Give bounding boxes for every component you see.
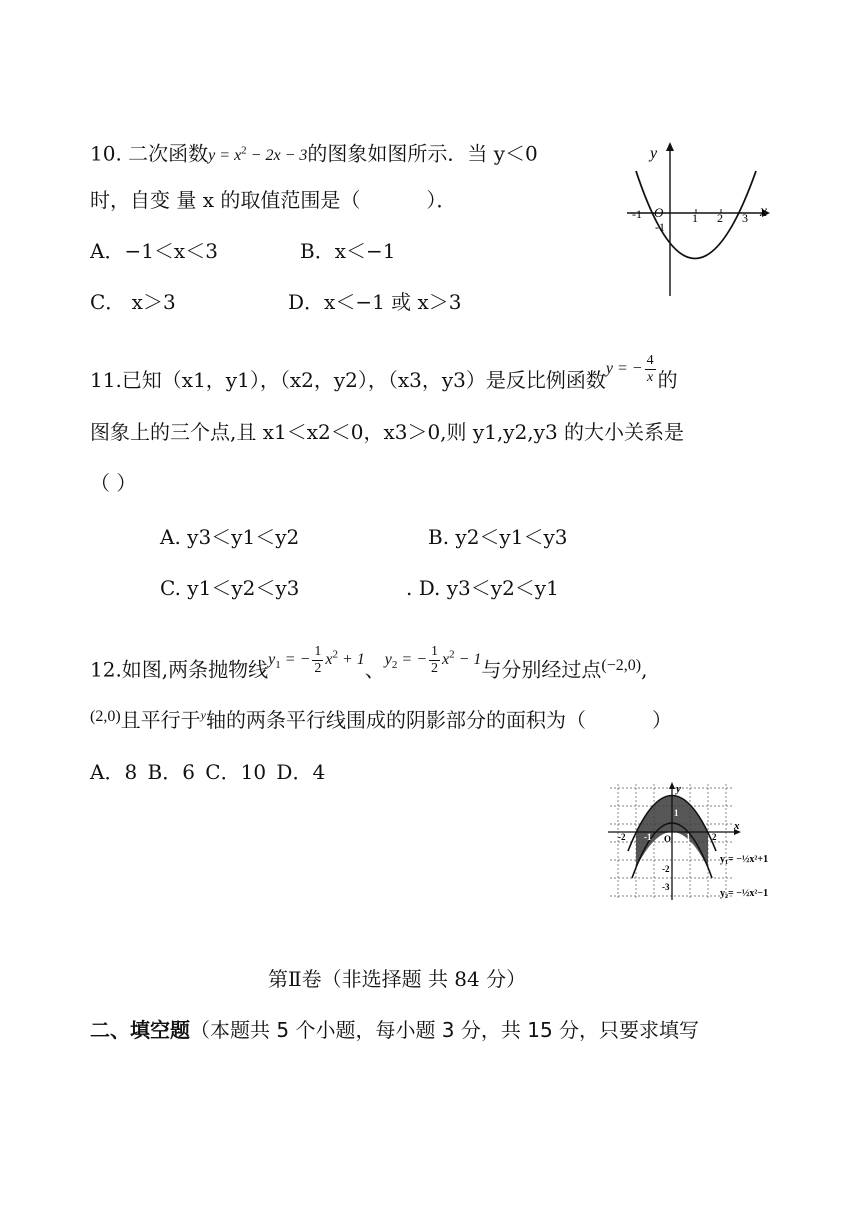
q12-graph-tick-yneg2: -2: [662, 864, 670, 874]
q12-graph-tick-neg2: -2: [618, 832, 626, 842]
q10-graph-tick-3: 3: [742, 211, 748, 225]
q12-options: A．8 B．6 C．10 D．4: [90, 760, 326, 784]
q10-graph-tick-neg1: -1: [632, 207, 642, 221]
q12-line-1: 12.如图,两条抛物线$^{y_1 = - \frac{1}{2} x^2 + 1}$、$^{y_2 = - \frac{1}{2} x^2 - 1}$与分别经过点$^{(-2,0)}$,: [90, 644, 648, 682]
q12-shaded-graph: [604, 778, 800, 904]
part2-heading-line: [90, 1016, 699, 1044]
q11-option-a: A. y3＜y1＜y2: [160, 525, 300, 549]
q10-graph-x-label: x: [760, 203, 768, 220]
q12-graph-label-y2: y₂= −½x²−1: [720, 888, 769, 899]
part2-heading: 二、填空题: [90, 1018, 190, 1042]
q12-point-2: (2,0): [90, 708, 121, 725]
q10-graph-tick-2: 2: [717, 211, 723, 225]
q12-graph-tick-yneg3: -3: [662, 882, 670, 892]
q10-parabola-graph: [622, 136, 787, 301]
q10-graph-tick-1: 1: [692, 211, 698, 225]
q11-line-3: （ ）: [90, 471, 137, 495]
q12-graph-y-label: y: [676, 783, 681, 795]
q11-line-2: 图象上的三个点,且 x1＜x2＜0，x3＞0,则 y1,y2,y3 的大小关系是: [90, 420, 685, 444]
q10-graph-y-label: y: [650, 145, 658, 162]
q10-formula: $y = x^2 - 2x - 3$: [208, 145, 308, 165]
q10-prefix: 10. 二次函数: [90, 141, 209, 166]
q12-formula-y1: y1 = − 1 2 x2 + 1: [268, 644, 365, 677]
q11-line-1: 11.已知（x1，y1），（x2，y2），（x3，y3）是反比例函数$^{y = - \frac{4}{x}}$ 的: [90, 352, 678, 392]
q10-line-2: 时，自变 量 x 的取值范围是（ ）．: [90, 188, 457, 212]
part2-heading-rest: （本题共 5 个小题，每小题 3 分，共 15 分，只要求填写: [190, 1018, 700, 1042]
q12-line-2: $^{(2,0)}$且平行于$^y$轴的两条平行线围成的阴影部分的面积为（ ）: [90, 708, 672, 732]
q12-graph-tick-neg1: -1: [644, 832, 652, 842]
q12-graph-origin: O: [664, 834, 672, 844]
q10-option-c: C． x＞3: [90, 290, 176, 314]
q11-option-d: . D. y3＜y2＜y1: [406, 576, 559, 600]
q10-option-d: D．x＜−1 或 x＞3: [288, 290, 462, 314]
q10-suffix: 的图象如图所示．当 y＜0: [307, 141, 538, 166]
q11-formula: y = − 4 x: [605, 352, 654, 385]
q12-graph-tick-y1: 1: [674, 808, 679, 818]
q12-graph-tick-2: 2: [712, 832, 717, 842]
q10-graph-tick-y-neg1: -1: [655, 220, 665, 234]
q10-graph-origin: O: [654, 205, 664, 220]
q10-line-1: [90, 137, 538, 170]
q11-option-b: B. y2＜y1＜y3: [428, 525, 568, 549]
q12-graph-x-label: x: [734, 820, 740, 832]
q10-option-a: A．−1＜x＜3: [90, 239, 218, 263]
q10-option-b: B．x＜−1: [300, 239, 396, 263]
q12-formula-y2: y2 = − 1 2 x2 − 1: [384, 644, 482, 677]
q12-point-1: (−2,0): [601, 657, 642, 675]
q12-graph-tick-1: 1: [686, 832, 691, 842]
q12-graph-label-y1: y₁= −½x²+1: [720, 854, 769, 865]
q11-option-c: C. y1＜y2＜y3: [160, 576, 300, 600]
part2-title: 第Ⅱ卷（非选择题 共 84 分）: [268, 967, 527, 991]
